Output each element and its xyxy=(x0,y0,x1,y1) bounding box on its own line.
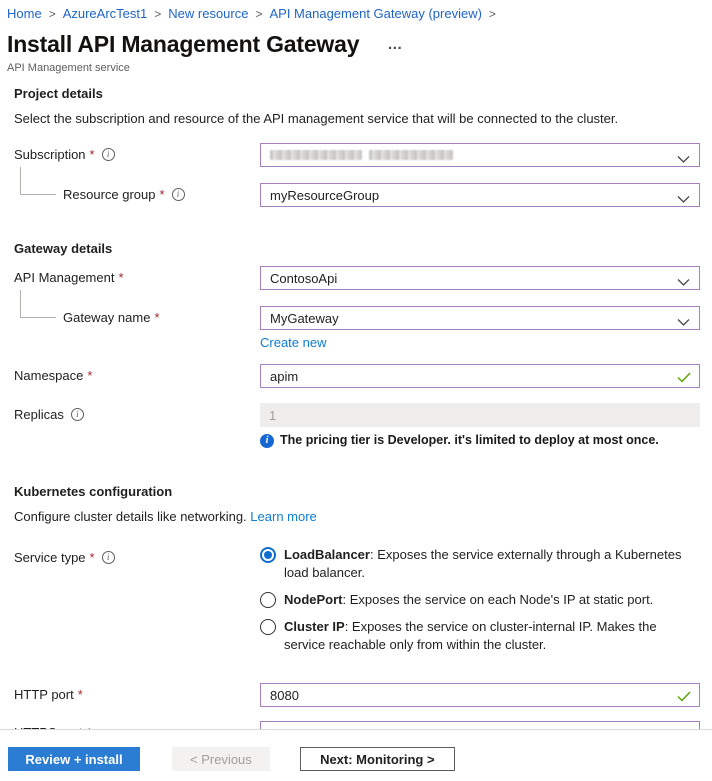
resource-group-label: Resource group xyxy=(63,187,156,202)
required-asterisk: * xyxy=(87,368,93,383)
previous-button[interactable]: < Previous xyxy=(172,747,270,771)
replicas-note-text: The pricing tier is Developer. it's limited to deploy at most once. xyxy=(280,433,659,447)
namespace-value: apim xyxy=(270,368,299,384)
gateway-name-dropdown[interactable] xyxy=(260,306,700,330)
form-row-namespace xyxy=(14,364,704,388)
replicas-info-note xyxy=(260,433,700,448)
namespace-input[interactable] xyxy=(260,364,700,388)
radio-option-text: : Exposes the service on each Node's IP at static port. xyxy=(342,592,654,607)
breadcrumb-separator: > xyxy=(48,7,56,21)
form-row-resource-group xyxy=(14,183,704,207)
breadcrumb-apim-gateway-preview[interactable]: API Management Gateway (preview) xyxy=(269,6,482,21)
hierarchy-connector-line xyxy=(20,290,56,318)
chevron-down-icon xyxy=(677,192,690,207)
radio-option-text: : Exposes the service on cluster-internal IP. Makes the service reachable only from within the cluster. xyxy=(284,619,657,652)
http-port-input[interactable] xyxy=(260,683,700,707)
breadcrumb-home[interactable]: Home xyxy=(7,6,42,21)
replicas-label: Replicas xyxy=(14,407,64,422)
required-asterisk: * xyxy=(89,147,95,162)
form-row-api-management xyxy=(14,266,704,290)
subscription-dropdown[interactable] xyxy=(260,143,700,167)
radio-option-loadbalancer[interactable] xyxy=(260,546,700,582)
radio-option-text: : Exposes the service externally through a Kubernetes load balancer. xyxy=(284,547,682,580)
gateway-name-value: MyGateway xyxy=(270,310,339,326)
required-asterisk: * xyxy=(89,550,95,565)
breadcrumb-azurearctest1[interactable]: AzureArcTest1 xyxy=(62,6,148,21)
kubernetes-description-text: Configure cluster details like networking. xyxy=(14,509,247,524)
form-row-subscription xyxy=(14,143,704,167)
radio-selected-icon[interactable] xyxy=(260,547,276,563)
next-monitoring-button[interactable]: Next: Monitoring > xyxy=(300,747,455,771)
required-asterisk: * xyxy=(154,310,160,325)
chevron-down-icon xyxy=(677,315,690,330)
resource-group-value: myResourceGroup xyxy=(270,187,380,203)
service-type-label: Service type xyxy=(14,550,86,565)
breadcrumb-separator: > xyxy=(488,7,496,21)
info-icon[interactable]: i xyxy=(172,188,185,201)
required-asterisk: * xyxy=(118,270,124,285)
form-row-replicas xyxy=(14,403,704,448)
replicas-value: 1 xyxy=(269,407,277,423)
breadcrumb-separator: > xyxy=(255,7,263,21)
valid-check-icon xyxy=(677,371,691,386)
breadcrumb xyxy=(7,6,704,22)
api-management-dropdown[interactable] xyxy=(260,266,700,290)
required-asterisk: * xyxy=(77,687,83,702)
radio-option-name: Cluster IP xyxy=(284,619,345,634)
api-management-value: ContosoApi xyxy=(270,270,338,286)
http-port-value: 8080 xyxy=(270,687,299,703)
info-icon[interactable]: i xyxy=(102,148,115,161)
namespace-label: Namespace xyxy=(14,368,84,383)
section-heading-project-details: Project details xyxy=(14,86,103,101)
form-row-http-port xyxy=(14,683,704,707)
radio-option-name: LoadBalancer xyxy=(284,547,370,562)
more-options-icon[interactable]: … xyxy=(387,35,404,53)
chevron-down-icon xyxy=(677,275,690,290)
project-details-description: Select the subscription and resource of the API management service that will be connected to the cluster. xyxy=(14,111,619,126)
learn-more-link[interactable]: Learn more xyxy=(250,509,317,524)
breadcrumb-new-resource[interactable]: New resource xyxy=(168,6,249,21)
replicas-input-disabled xyxy=(260,403,700,427)
info-icon[interactable]: i xyxy=(71,408,84,421)
resource-group-dropdown[interactable] xyxy=(260,183,700,207)
radio-unselected-icon[interactable] xyxy=(260,592,276,608)
radio-option-nodeport[interactable] xyxy=(260,591,700,609)
info-filled-icon: i xyxy=(260,434,274,448)
api-management-label: API Management xyxy=(14,270,115,285)
hierarchy-connector-line xyxy=(20,167,56,195)
page-subtitle: API Management service xyxy=(7,62,130,74)
subscription-label: Subscription xyxy=(14,147,86,162)
kubernetes-description xyxy=(14,509,704,524)
radio-option-cluster-ip[interactable] xyxy=(260,618,700,654)
radio-unselected-icon[interactable] xyxy=(260,619,276,635)
required-asterisk: * xyxy=(159,187,165,202)
page-title: Install API Management Gateway xyxy=(7,31,360,57)
gateway-name-label: Gateway name xyxy=(63,310,151,325)
http-port-label: HTTP port xyxy=(14,687,74,702)
wizard-footer xyxy=(0,729,712,781)
review-install-button[interactable]: Review + install xyxy=(8,747,140,771)
redacted-text-block xyxy=(270,150,362,160)
form-row-service-type xyxy=(14,546,704,663)
info-icon[interactable]: i xyxy=(102,551,115,564)
breadcrumb-separator: > xyxy=(154,7,162,21)
section-heading-kubernetes-configuration: Kubernetes configuration xyxy=(14,484,173,499)
chevron-down-icon xyxy=(677,152,690,167)
form-row-gateway-name xyxy=(14,306,704,350)
section-heading-gateway-details: Gateway details xyxy=(14,241,113,256)
redacted-text-block xyxy=(369,150,453,160)
valid-check-icon xyxy=(677,690,691,705)
create-new-link[interactable]: Create new xyxy=(260,335,327,350)
radio-option-name: NodePort xyxy=(284,592,343,607)
